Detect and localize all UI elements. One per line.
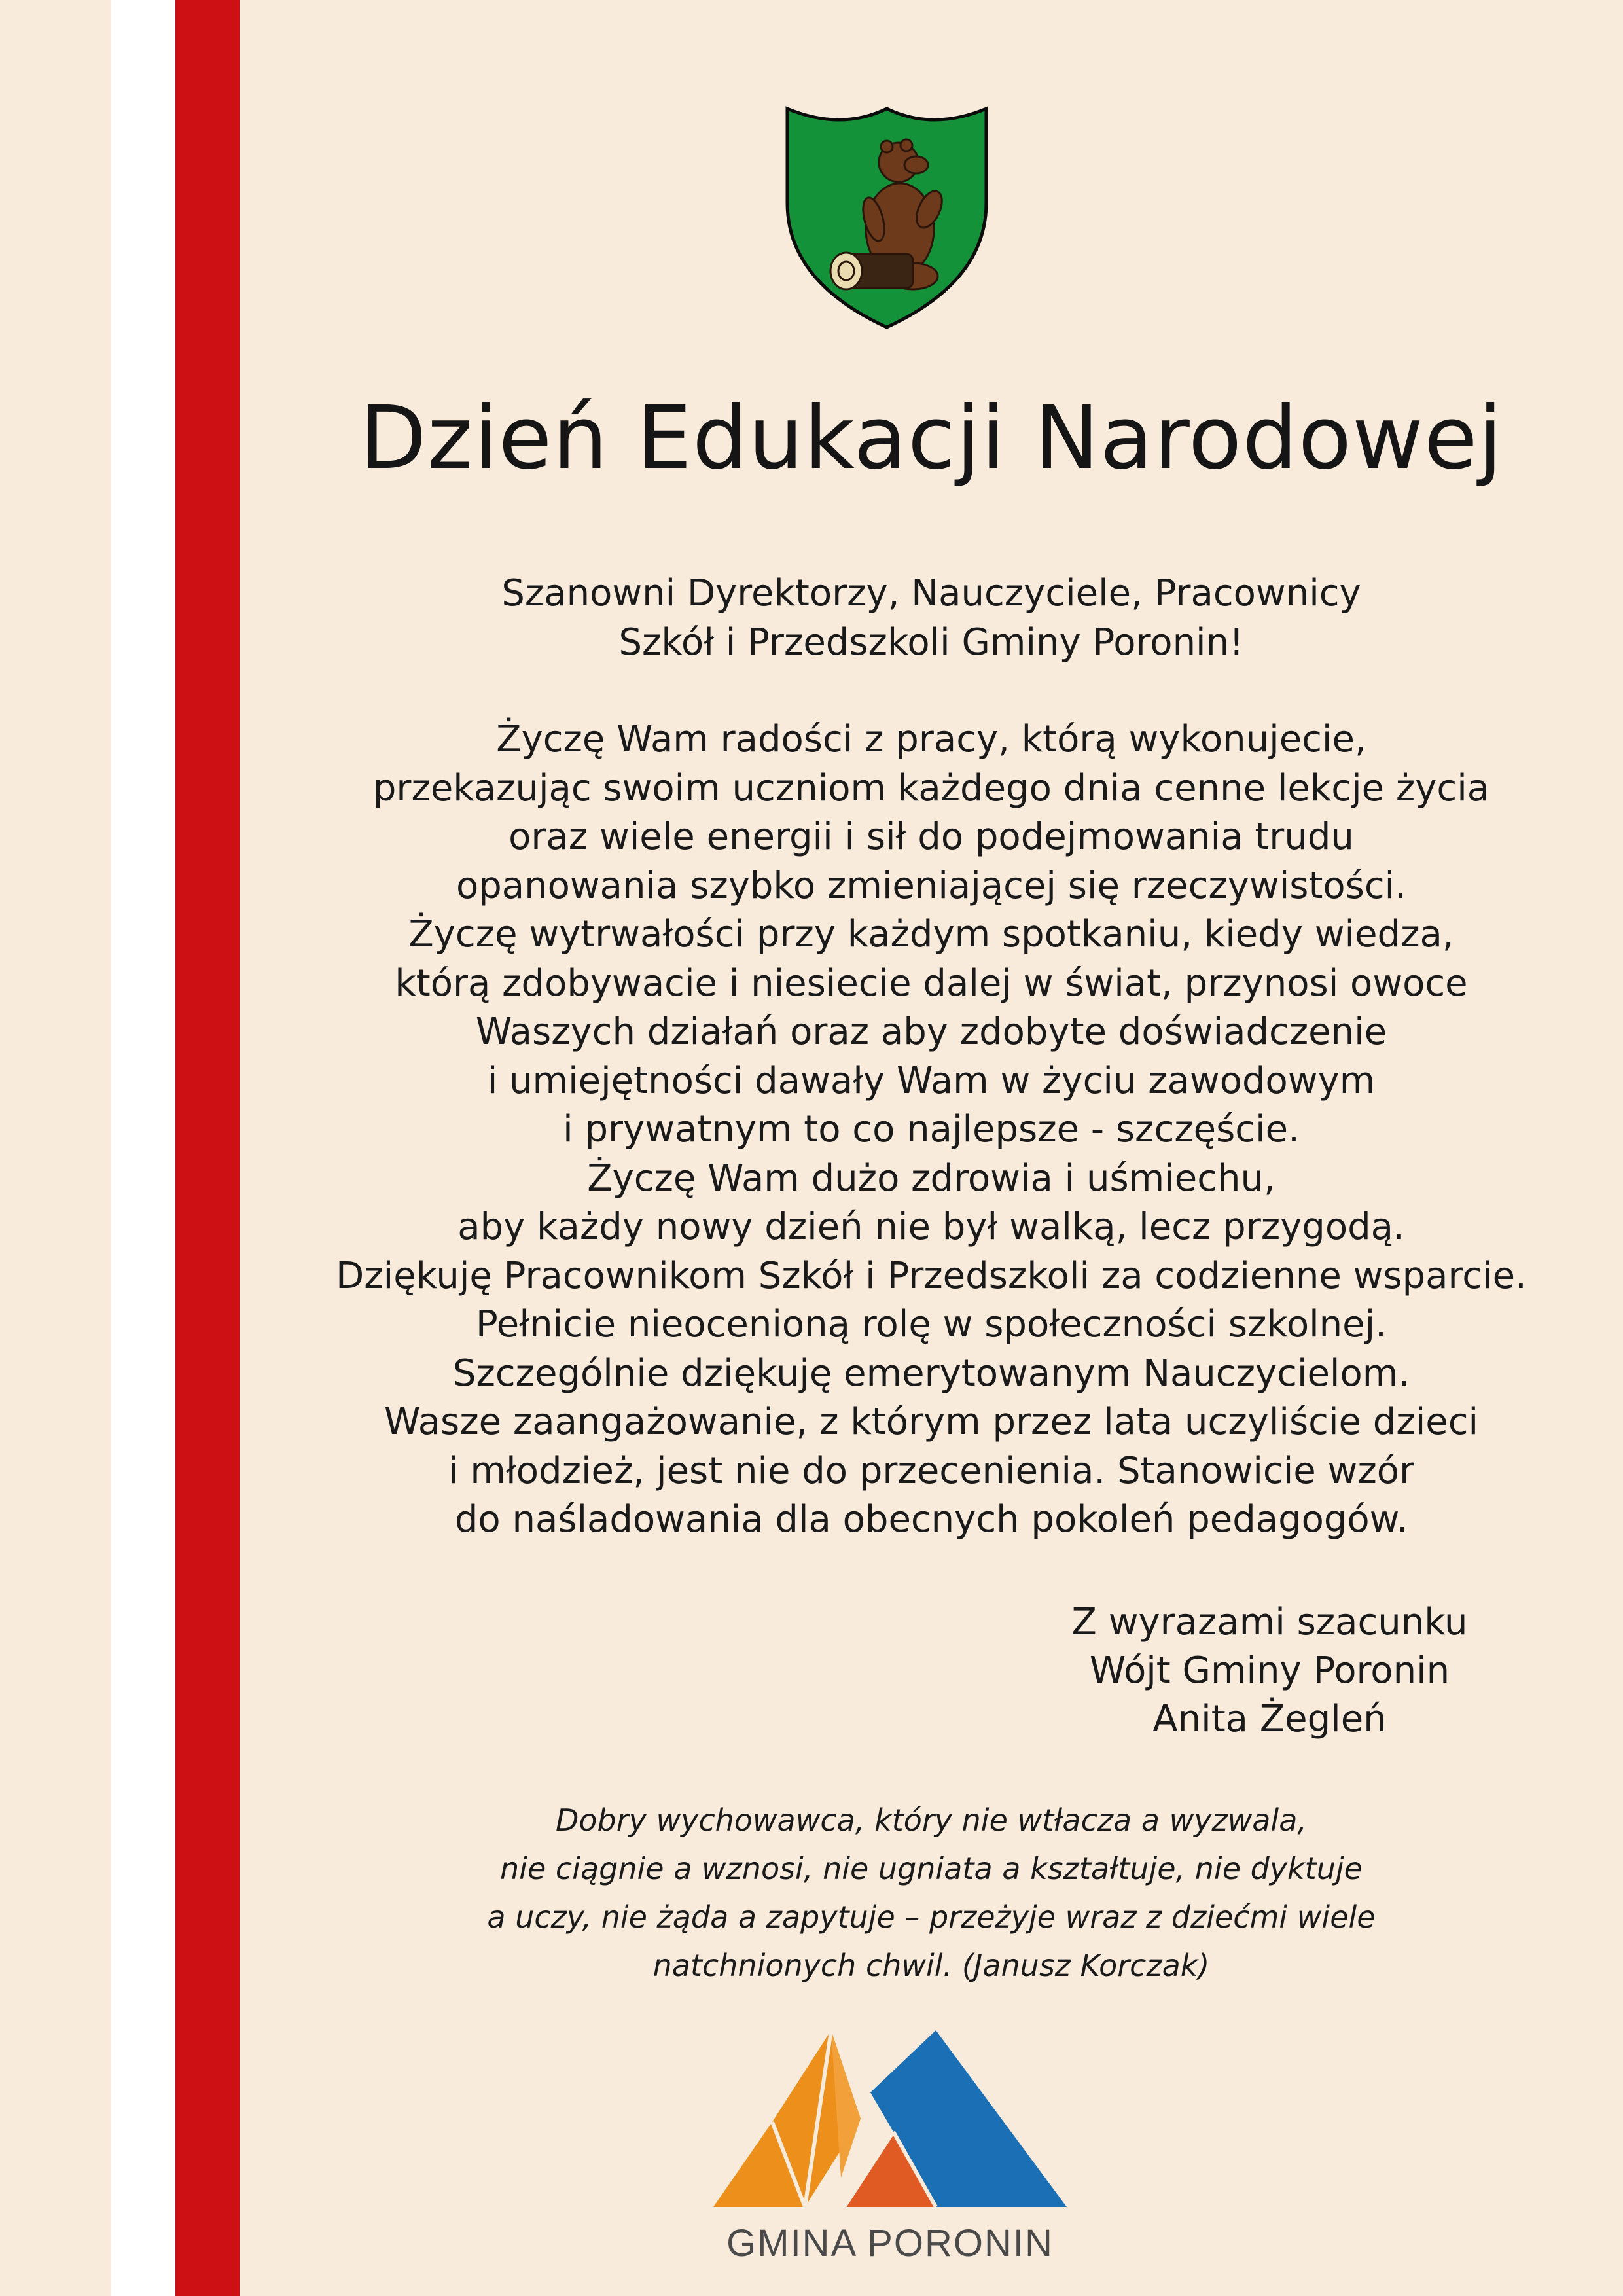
quote-line: natchnionych chwil. (Janusz Korczak) <box>652 1948 1210 1983</box>
signature-block <box>1021 1598 1518 1744</box>
body-line: do naśladowania dla obecnych pokoleń pedagogów. <box>454 1498 1408 1541</box>
body-line: Szczególnie dziękuję emerytowanym Nauczycielom. <box>452 1352 1410 1395</box>
body-line: i prywatnym to co najlepsze - szczęście. <box>563 1108 1300 1151</box>
page-title: Dzień Edukacji Narodowej <box>359 388 1503 489</box>
shield-bear-icon <box>782 105 991 331</box>
body-line: oraz wiele energii i sił do podejmowania trudu <box>508 816 1354 858</box>
quote-line: nie ciągnie a wznosi, nie ugniata a kształtuje, nie dyktuje <box>500 1851 1363 1886</box>
quote-line: a uczy, nie żąda a zapytuje – przeżyje wraz z dziećmi wiele <box>487 1899 1376 1935</box>
greeting <box>240 569 1623 667</box>
korczak-quote <box>240 1796 1623 1990</box>
body-line: Życzę Wam dużo zdrowia i uśmiechu, <box>587 1157 1275 1200</box>
body-line: Życzę Wam radości z pracy, którą wykonujecie, <box>496 718 1366 761</box>
body-line: i młodzież, jest nie do przecenienia. Stanowicie wzór <box>448 1449 1415 1492</box>
body-line: którą zdobywacie i niesiecie dalej w świat, przynosi owoce <box>395 961 1468 1005</box>
body-line: przekazując swoim uczniom każdego dnia cenne lekcje życia <box>372 766 1490 810</box>
body-line: Życzę wytrwałości przy każdym spotkaniu, kiedy wiedza, <box>408 913 1454 956</box>
body-line: aby każdy nowy dzień nie był walką, lecz przygodą. <box>457 1206 1405 1248</box>
body-line: Dziękuję Pracownikom Szkół i Przedszkoli za codzienne wsparcie. <box>336 1254 1527 1297</box>
flag-stripe-white <box>111 0 175 2296</box>
greeting-line: Szanowni Dyrektorzy, Nauczyciele, Pracownicy <box>501 572 1361 615</box>
greeting-line: Szkół i Przedszkoli Gminy Poronin! <box>618 620 1244 664</box>
signature-line: Z wyrazami szacunku <box>1071 1601 1468 1643</box>
letter-body <box>240 569 1623 1545</box>
flag-stripe-red <box>175 0 240 2296</box>
body-line: i umiejętności dawały Wam w życiu zawodowym <box>487 1059 1376 1102</box>
signature-line: Wójt Gminy Poronin <box>1089 1649 1450 1692</box>
wishes-paragraph <box>240 715 1623 1545</box>
body-line: opanowania szybko zmieniającej się rzeczywistości. <box>456 864 1406 907</box>
signature-line: Anita Żegleń <box>1152 1698 1387 1740</box>
body-line: Pełnicie nieocenioną rolę w społeczności szkolnej. <box>476 1303 1387 1346</box>
body-line: Waszych działań oraz aby zdobyte doświadczenie <box>475 1011 1387 1053</box>
body-line: Wasze zaangażowanie, z którym przez lata uczyliście dzieci <box>383 1401 1479 1443</box>
quote-line: Dobry wychowawca, który nie wtłacza a wyzwala, <box>555 1803 1308 1838</box>
logo-text: GMINA PORONIN <box>726 2222 1054 2265</box>
